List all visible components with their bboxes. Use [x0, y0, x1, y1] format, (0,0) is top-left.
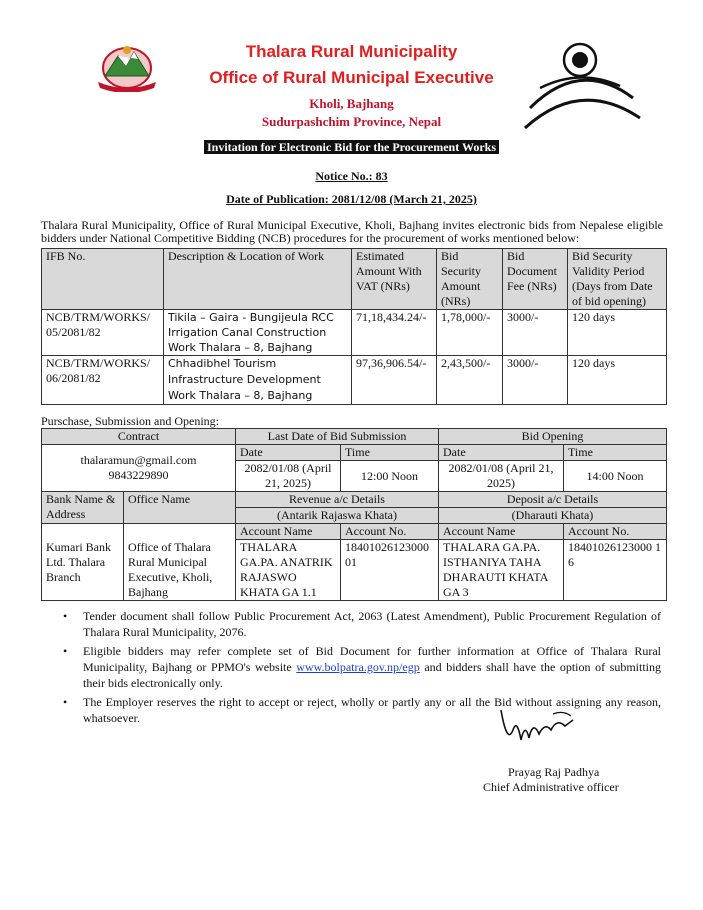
table-row: [42, 356, 667, 405]
col-ifb: IFB No.: [42, 249, 164, 310]
date-wrap: [0, 192, 703, 207]
bolpatra-link[interactable]: www.bolpatra.gov.np/egp: [296, 660, 420, 674]
bid-opening-label: Bid Opening: [439, 429, 667, 445]
note-2a: Eligible bidders may refer complete set of Bid Document for further information at Office of Thalara Rural Municipality, Bajhang or PPMO's website: [83, 644, 661, 674]
contract-phone: 9843229890: [108, 468, 169, 482]
document-fee: 3000/-: [503, 310, 568, 356]
col-description: Description & Location of Work: [164, 249, 352, 310]
submission-time: 12:00 Noon: [341, 461, 439, 492]
col-estimated-amount: Estimated Amount With VAT (NRs): [352, 249, 437, 310]
deposit-account-name-label: Account Name: [439, 524, 564, 540]
document-fee: 3000/-: [503, 356, 568, 405]
revenue-account-name: THALARA GA.PA. ANATRIK RAJASWO KHATA GA 1.1: [236, 540, 341, 601]
signatory-name: Prayag Raj Padhya: [508, 765, 600, 779]
ifb-no: NCB/TRM/WORKS/ 05/2081/82: [42, 310, 164, 356]
works-table: [41, 248, 667, 405]
notice-number: Notice No.: 83: [315, 169, 388, 183]
bank-spacer: [42, 524, 124, 540]
office-name: Office of Thalara Rural Municipal Executive, Kholi, Bajhang: [124, 540, 236, 601]
bid-security-amount: 2,43,500/-: [437, 356, 503, 405]
list-item: [43, 643, 661, 691]
last-date-label: Last Date of Bid Submission: [236, 429, 439, 445]
address-line-2: Sudurpashchim Province, Nepal: [261, 114, 442, 129]
contract-email: thalaramun@gmail.com: [80, 453, 197, 467]
work-description: Chhadibhel Tourism Infrastructure Development Work Thalara – 8, Bajhang: [164, 356, 352, 405]
deposit-account-name: THALARA GA.PA. ISTHANIYA TAHA DHARAUTI KHATA GA 3: [439, 540, 564, 601]
col-bid-security: Bid Security Amount (NRs): [437, 249, 503, 310]
table-row: [42, 310, 667, 356]
validity-period: 120 days: [568, 310, 667, 356]
deposit-account-no-label: Account No.: [564, 524, 667, 540]
submission-date: 2082/01/08 (April 21, 2025): [236, 461, 341, 492]
signatory-title: Chief Administrative officer: [483, 780, 619, 794]
ifb-no: NCB/TRM/WORKS/ 06/2081/82: [42, 356, 164, 405]
bank-header-row: [42, 492, 667, 508]
revenue-label: Revenue a/c Details: [236, 492, 439, 508]
estimated-amount: 71,18,434.24/-: [352, 310, 437, 356]
schedule-table: [41, 428, 667, 601]
works-table-header: [42, 249, 667, 310]
publication-date: Date of Publication: 2081/12/08 (March 21, 2025): [226, 192, 477, 206]
office-spacer: [124, 524, 236, 540]
deposit-sub: (Dharauti Khata): [439, 508, 667, 524]
submission-date-label: Date: [236, 445, 341, 461]
schedule-subheader-row: [42, 445, 667, 461]
bid-security-amount: 1,78,000/-: [437, 310, 503, 356]
revenue-account-name-label: Account Name: [236, 524, 341, 540]
deposit-account-no: 18401026123000 16: [564, 540, 667, 601]
bank-name: Kumari Bank Ltd. Thalara Branch: [42, 540, 124, 601]
office-title: Office of Rural Municipal Executive: [209, 68, 494, 87]
opening-time-label: Time: [564, 445, 667, 461]
account-label-row: [42, 524, 667, 540]
bank-name-label: Bank Name & Address: [42, 492, 124, 524]
list-item: [43, 608, 661, 640]
work-description: Tikila – Gaira - Bungijeula RCC Irrigation Canal Construction Work Thalara – 8, Bajhang: [164, 310, 352, 356]
municipality-title: Thalara Rural Municipality: [245, 42, 458, 61]
opening-time: 14:00 Noon: [564, 461, 667, 492]
contract-label: Contract: [42, 429, 236, 445]
col-document-fee: Bid Document Fee (NRs): [503, 249, 568, 310]
note-1: Tender document shall follow Public Procurement Act, 2063 (Latest Amendment), Public Procurement Regulation of Thalara Rural Municipality, 2076.: [83, 609, 661, 639]
schedule-header-row: [42, 429, 667, 445]
contract-details: [42, 445, 236, 492]
intro-paragraph: Thalara Rural Municipality, Office of Rural Municipal Executive, Kholi, Bajhang invites electronic bids from Nepalese eligible bidders under National Competitive Bidding (NCB) procedures for the procurement of works mentioned below:: [41, 218, 663, 245]
revenue-account-no: 18401026123000 01: [341, 540, 439, 601]
banner-wrap: [0, 140, 703, 155]
purchase-label: Purschase, Submission and Opening:: [41, 414, 219, 428]
office-name-label: Office Name: [124, 492, 236, 524]
invitation-banner: Invitation for Electronic Bid for the Procurement Works: [204, 140, 499, 154]
notice-wrap: [0, 169, 703, 184]
submission-time-label: Time: [341, 445, 439, 461]
opening-date: 2082/01/08 (April 21, 2025): [439, 461, 564, 492]
note-2b: and bidders shall have the option of submitting their bids electronically only.: [83, 660, 662, 690]
revenue-sub: (Antarik Rajaswa Khata): [236, 508, 439, 524]
validity-period: 120 days: [568, 356, 667, 405]
note-3: The Employer reserves the right to accept or reject, wholly or partly any or all the Bid without assigning any reason, whatsoever.: [83, 695, 661, 725]
deposit-label: Deposit a/c Details: [439, 492, 667, 508]
opening-date-label: Date: [439, 445, 564, 461]
estimated-amount: 97,36,906.54/-: [352, 356, 437, 405]
revenue-account-no-label: Account No.: [341, 524, 439, 540]
address-line-1: Kholi, Bajhang: [309, 96, 394, 111]
account-values-row: [42, 540, 667, 601]
signature-icon: [493, 700, 583, 755]
col-validity: Bid Security Validity Period (Days from Date of bid opening): [568, 249, 667, 310]
